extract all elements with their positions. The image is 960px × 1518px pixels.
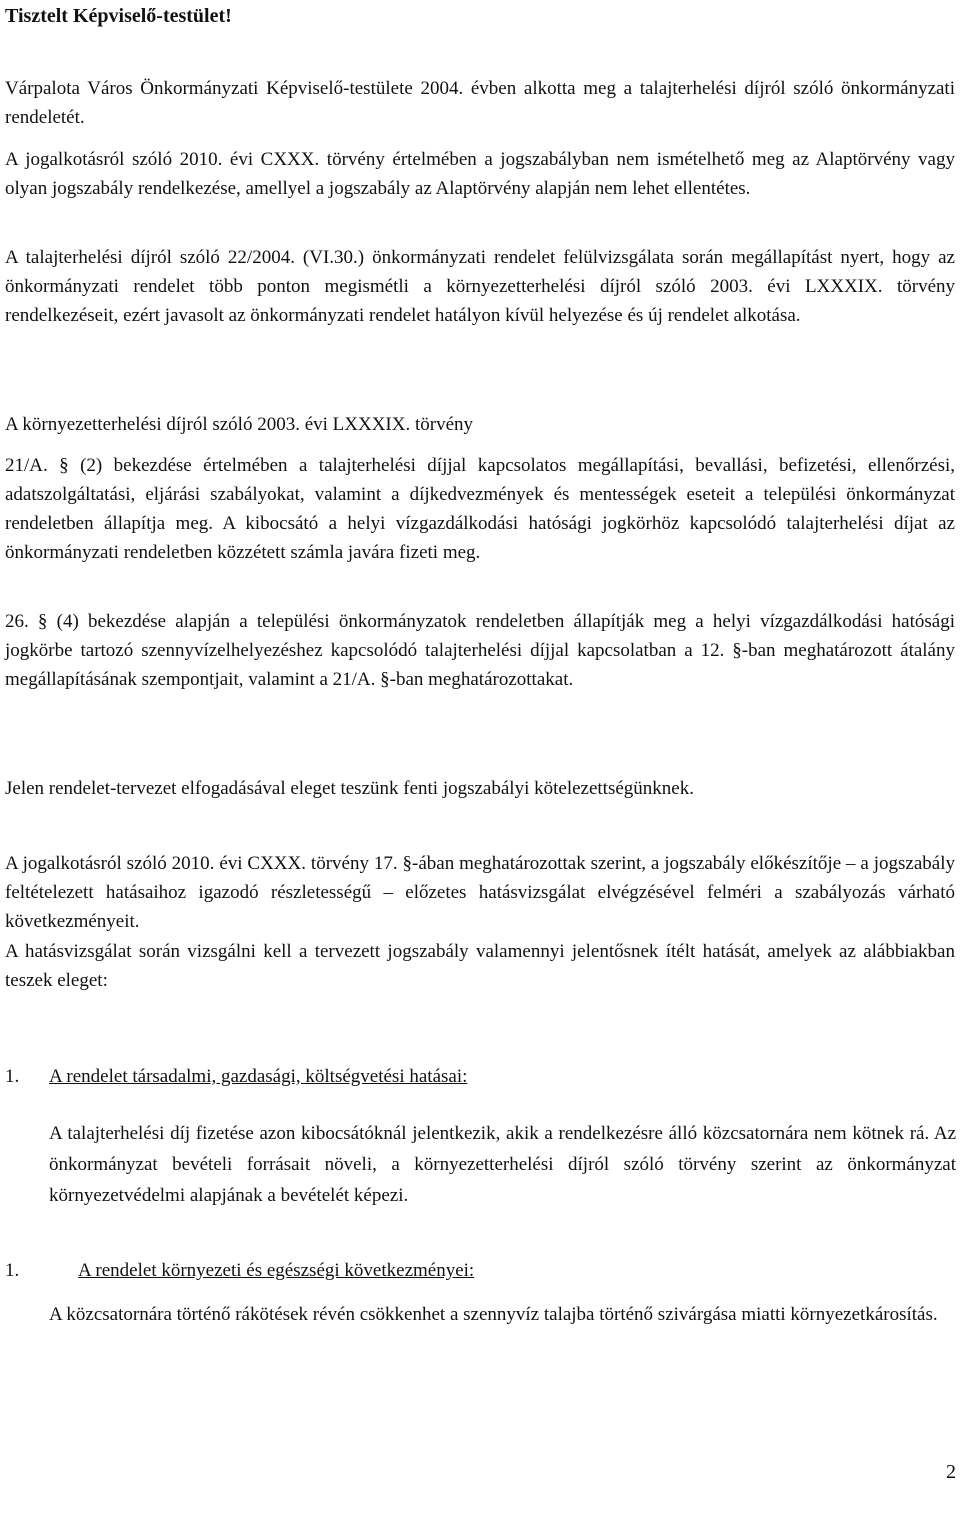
paragraph-26: 26. § (4) bekezdése alapján a települési önkormányzatok rendeletben állapítják meg a helyi vízgazdálkodási hatósági jogkörbe tartozó szennyvízelhelyezéshez kapcsolódó talajterhelési díjjal kapcsolatban a 12. §-ban meghatározott átalány megállapításának szempontjait, valamint a 21/A. §-ban meghatározottakat. [5,611,955,690]
section-1-heading: A rendelet társadalmi, gazdasági, költségvetési hatásai: [49,1066,468,1087]
paragraph-law-title: A környezetterhelési díjról szóló 2003. évi LXXXIX. törvény [5,414,474,435]
section-2-body: A közcsatornára történő rákötések révén csökkenhet a szennyvíz talajba történő szivárgása miatti környezetkárosítás. [49,1304,938,1325]
paragraph-hatasvizsgalat-1: A jogalkotásról szóló 2010. évi CXXX. törvény 17. §-ában meghatározottak szerint, a jogszabály előkészítője – a jogszabály feltételezett hatásaihoz igazodó részletességű – előzetes hatásvizsgálat elvégzésével felméri a szabályozás várható következményeit. [5,853,955,932]
paragraph-hatasvizsgalat-2: A hatásvizsgálat során vizsgálni kell a tervezett jogszabály valamennyi jelentősnek ítélt hatását, amelyek az alábbiakban teszek eleget: [5,941,955,991]
page-number: 2 [946,1461,956,1483]
salutation-heading: Tisztelt Képviselő-testület! [5,5,232,27]
paragraph-jogalkotas: A jogalkotásról szóló 2010. évi CXXX. törvény értelmében a jogszabályban nem ismételhető meg az Alaptörvény vagy olyan jogszabály rendelkezése, amellyel a jogszabály az Alaptörvény alapján nem lehet ellentétes. [5,149,955,199]
paragraph-intro: Várpalota Város Önkormányzati Képviselő-testülete 2004. évben alkotta meg a talajterhelési díjról szóló önkormányzati rendeletét. [5,78,955,128]
paragraph-21a: 21/A. § (2) bekezdése értelmében a talajterhelési díjjal kapcsolatos megállapítási, bevallási, befizetési, ellenőrzési, adatszolgáltatási, eljárási szabályokat, valamint a díjkedvezmények és mentességek eseteit a települési önkormányzat rendeletben állapítja meg. A kibocsátó a helyi vízgazdálkodási hatósági jogkörhöz kapcsolódó talajterhelési díjat az önkormányzati rendeletben közzétett számla javára fizeti meg. [5,455,955,563]
section-2-number: 1. [5,1260,20,1281]
section-1-body: A talajterhelési díj fizetése azon kibocsátóknál jelentkezik, akik a rendelkezésre álló közcsatornára nem kötnek rá. Az önkormányzat bevételi forrásait növeli, a környezetterhelési díjról szóló törvény szerint az önkormányzat környezetvédelmi alapjának a bevételét képezi. [49,1123,956,1206]
paragraph-felulvizsgalat: A talajterhelési díjról szóló 22/2004. (VI.30.) önkormányzati rendelet felülvizsgálata során megállapítást nyert, hogy az önkormányzati rendelet több ponton megismétli a környezetterhelési díjról szóló 2003. évi LXXXIX. törvény rendelkezéseit, ezért javasolt az önkormányzati rendelet hatályon kívül helyezése és új rendelet alkotása. [5,247,955,326]
section-2-heading: A rendelet környezeti és egészségi következményei: [78,1260,475,1281]
section-1-number: 1. [5,1066,20,1087]
paragraph-jelen-rendelet: Jelen rendelet-tervezet elfogadásával eleget teszünk fenti jogszabályi kötelezettségünknek. [5,778,694,799]
